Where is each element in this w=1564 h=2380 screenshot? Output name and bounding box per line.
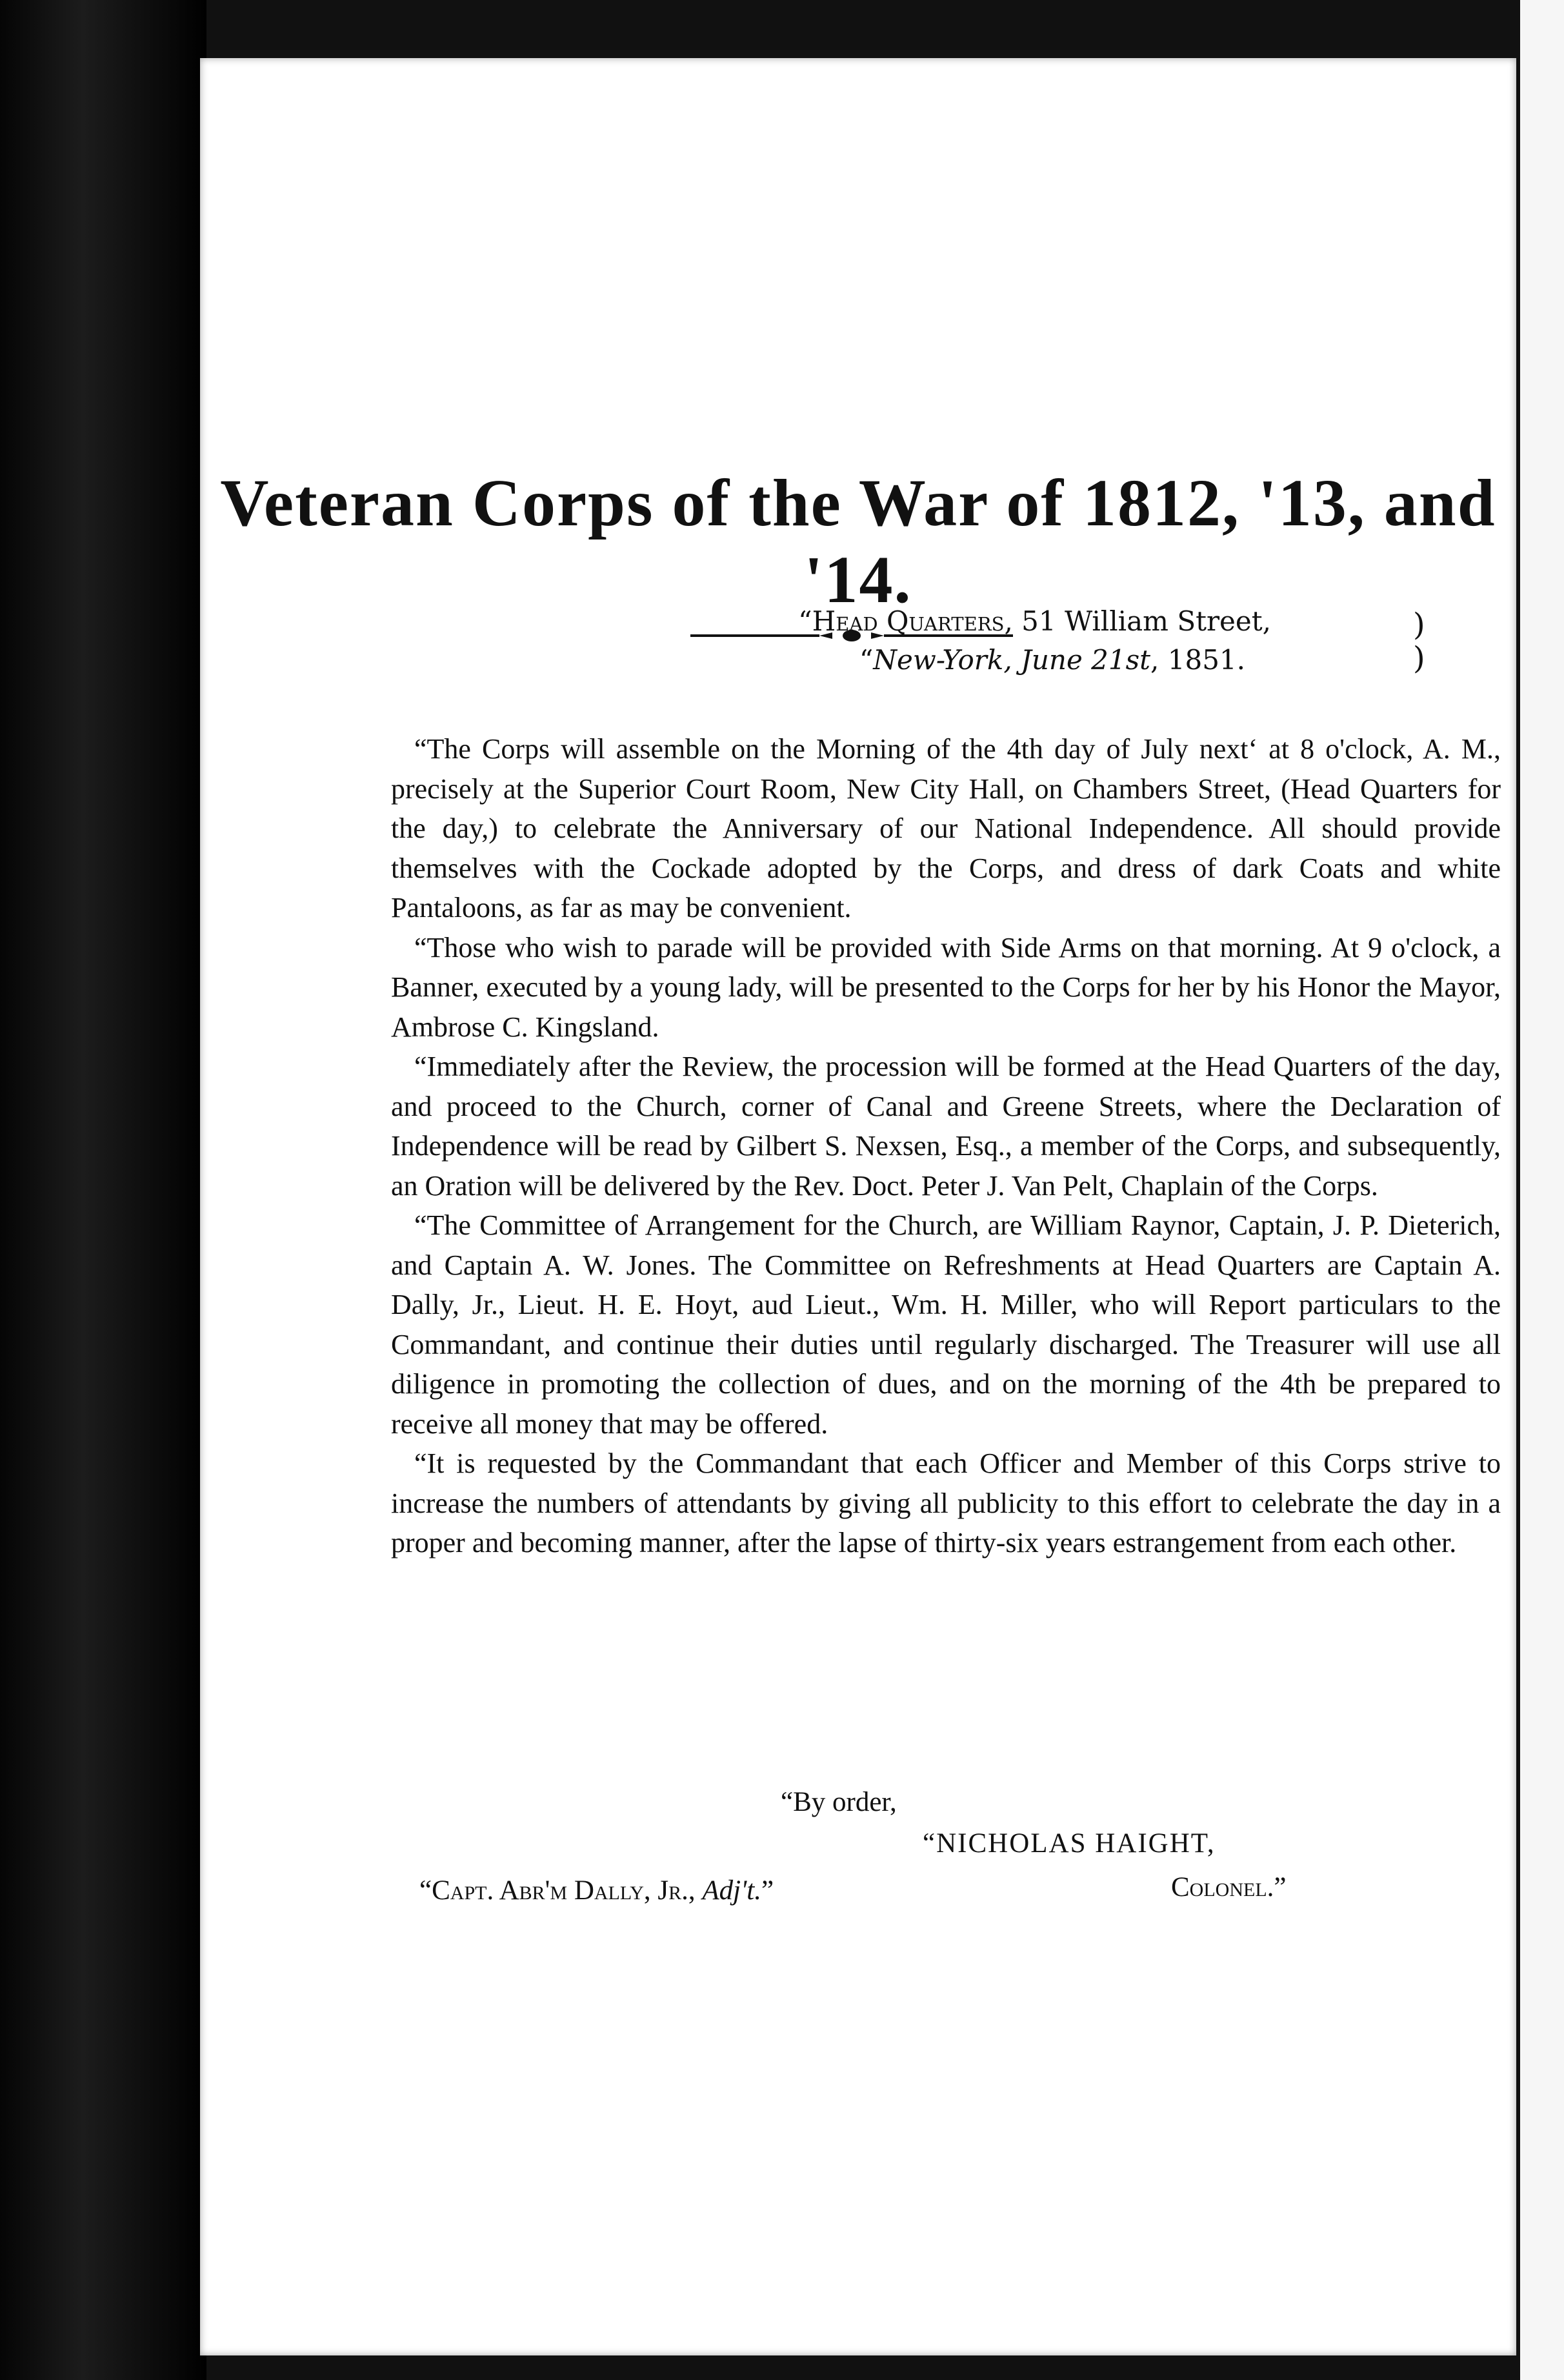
header-year: , 1851. bbox=[1150, 644, 1245, 676]
header-quote: “ bbox=[798, 605, 812, 637]
colonel-title: Colonel.” bbox=[1171, 1872, 1287, 1902]
document-page bbox=[200, 58, 1516, 2355]
adjutant-signature: “Capt. Abr'm Dally, Jr., Adj't.” bbox=[419, 1875, 774, 1906]
by-order: “By order, bbox=[781, 1787, 897, 1817]
scan-right-edge bbox=[1516, 0, 1564, 2380]
brace-mark: ) bbox=[1413, 640, 1425, 676]
header-head-quarters: Head Quarters bbox=[812, 605, 1005, 637]
adjutant-quote-close: ” bbox=[761, 1875, 774, 1906]
header-date bbox=[200, 644, 1245, 676]
paragraph: “The Committee of Arrangement for the Church, are William Raynor, Captain, J. P. Dieterich, and Captain A. W. Jones. The Committee on Refreshments at Head Quarters are Captain A. Dally, Jr., Lieut. H. E. Hoyt, aud Lieut., Wm. H. Miller, who will Report particulars to the Commandant, and continue their duties until regularly discharged. The Treasurer will use all diligence in promoting the collection of dues, and on the morning of the 4th be prepared to receive all money that may be offered. bbox=[391, 1209, 1501, 1440]
signatory-name: “NICHOLAS HAIGHT, bbox=[923, 1828, 1216, 1859]
body-text bbox=[391, 729, 1501, 1563]
adjutant-name: Capt. Abr'm Dally, Jr. bbox=[432, 1875, 688, 1906]
paragraph: “Immediately after the Review, the procession will be formed at the Head Quarters of the day, and proceed to the Church, corner of Canal and Greene Streets, where the Declaration of Independence will be read by Gilbert S. Nexsen, Esq., a member of the Corps, and subsequently, an Oration will be delivered by the Rev. Doct. Peter J. Van Pelt, Chaplain of the Corps. bbox=[391, 1051, 1501, 1202]
paragraph: “It is requested by the Commandant that each Officer and Member of this Corps strive to increase the numbers of attendants by giving all publicity to this effort to celebrate the day in a proper and becoming manner, after the lapse of thirty-six years estrangement from each other. bbox=[391, 1447, 1501, 1558]
brace-mark: ) bbox=[1413, 607, 1425, 643]
header-address bbox=[200, 605, 1271, 637]
adjutant-quote: “ bbox=[419, 1875, 432, 1906]
adjutant-title: Adj't. bbox=[702, 1875, 761, 1906]
header-place-date: New-York, June 21st bbox=[873, 644, 1151, 676]
header-quote: “ bbox=[859, 644, 874, 676]
document-title: Veteran Corps of the War of 1812, '13, and '14. bbox=[220, 466, 1496, 617]
header-street: , 51 William Street, bbox=[1004, 605, 1271, 637]
paragraph: “The Corps will assemble on the Morning of the 4th day of July next‘ at 8 o'clock, A. M., precisely at the Superior Court Room, New City Hall, on Chambers Street, (Head Quarters for the day,) to celebrate the Anniversary of our National Independence. All should provide themselves with the Cockade adopted by the Corps, and dress of dark Coats and white Pantaloons, as far as may be convenient. bbox=[391, 733, 1501, 923]
scan-binding-edge bbox=[0, 0, 206, 2380]
paragraph: “Those who wish to parade will be provided with Side Arms on that morning. At 9 o'clock, a Banner, executed by a young lady, will be presented to the Corps for her by his Honor the Mayor, Ambrose C. Kingsland. bbox=[391, 931, 1501, 1043]
